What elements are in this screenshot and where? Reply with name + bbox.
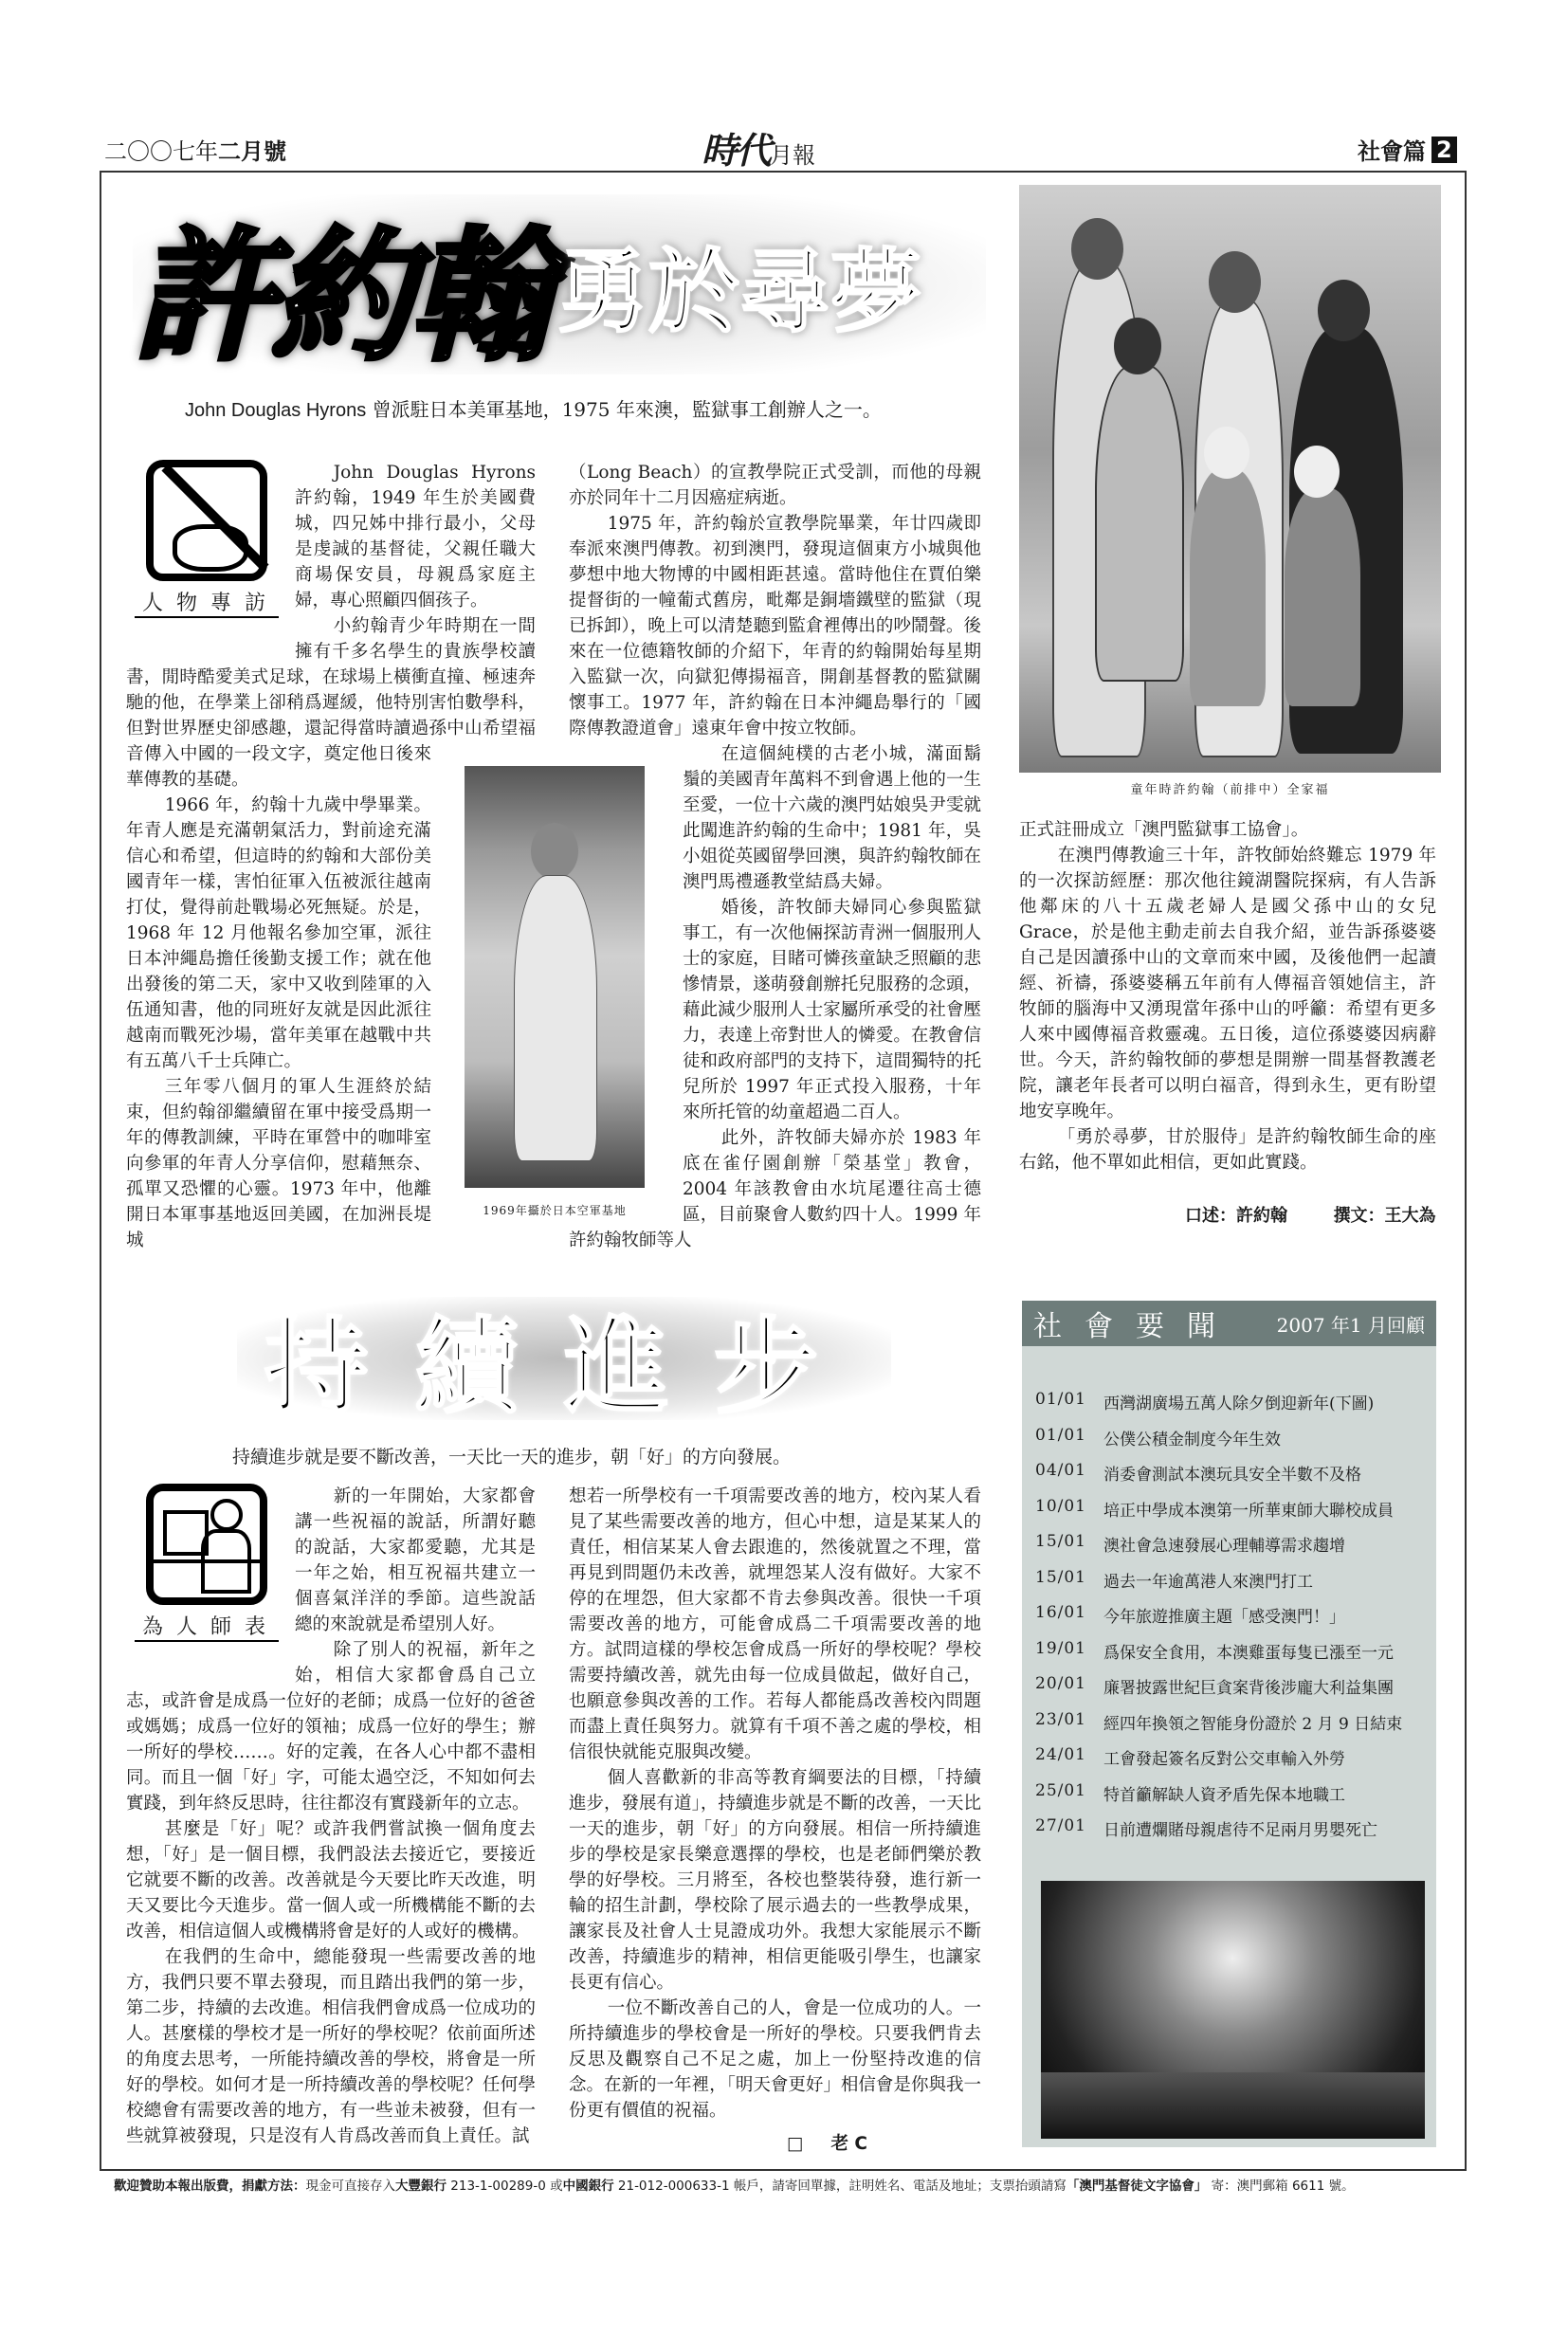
news-period: 2007 年1 月回顧 bbox=[1276, 1313, 1425, 1337]
paragraph: （Long Beach）的宣教學院正式受訓，而他的母親亦於同年十二月因癌症病逝。 bbox=[569, 463, 981, 508]
news-title: 社會要聞 bbox=[1033, 1310, 1238, 1343]
news-date: 15/01 bbox=[1035, 1532, 1086, 1551]
article2-subtitle: 持續進步就是要不斷改善，一天比一天的進步，朝「好」的方向發展。 bbox=[232, 1447, 792, 1468]
news-item bbox=[1035, 1390, 1402, 1426]
article1-title bbox=[133, 194, 986, 380]
news-date: 01/01 bbox=[1035, 1390, 1086, 1409]
new-year-countdown-photo bbox=[1041, 1881, 1425, 2139]
paragraph: 在澳門傳教逾三十年，許牧師始終難忘 1979 年的一次探訪經歷：那次他往鏡湖醫院探病，有人告訴他鄰床的八十五歲老婦人是國父孫中山的女兒 Grace，於是他主動走前去自我介紹，並告訴孫婆婆自己是因讀孫中山的文章而來中國，及後他們一起讀經、祈禱，孫婆婆稱五年前有人傳福音領她信主，許牧師的腦海中又湧現當年孫中山的呼籲：希望有更多人來中國傳福音救靈魂。五日後，這位孫婆婆因病辭世。今天，許約翰牧師的夢想是開辦一間基督教護老院，讓老年長者可以明白福音，得到永生，更有盼望地安享晚年。 bbox=[1019, 846, 1436, 1121]
paragraph: 一位不斷改善自己的人，會是一位成功的人。一所持續進步的學校會是一所好的學校。只要我們肯去反思及觀察自己不足之處，加上一份堅持改進的信念。在新的一年裡，「明天會更好」相信會是你與我一份更有價值的祝福。 bbox=[569, 1998, 981, 2121]
paragraph: 此外，許牧師夫婦亦於 1983 年底在雀仔園創辦「榮基堂」教會，2004 年該教會由水坑尾遷往高士德區，目前聚會人數約四十人。1999 年許約翰牧師等人 bbox=[569, 1128, 981, 1250]
article2-column-2 bbox=[569, 1484, 981, 2157]
article1-subtitle bbox=[185, 394, 882, 422]
paragraph: 除了別人的祝福，新年之始，相信大家都會爲自己立志，或許會是成爲一位好的老師；成爲一位好的爸爸或媽媽；成爲一位好的領袖；成爲一位好的學生；辦一所好的學校……。好的定義，在各人心中都不盡相同。而且一個「好」字，可能太過空泛，不知如何去實踐，到年終反思時，往往都沒有實踐新年的立志。 bbox=[126, 1640, 536, 1814]
news-headline: 經四年換領之智能身份證於 2 月 9 日結束 bbox=[1103, 1714, 1403, 1734]
news-headline: 今年旅遊推廣主題「感受澳門！」 bbox=[1103, 1608, 1345, 1627]
article1-column-1 bbox=[126, 460, 536, 1253]
paragraph: 「勇於尋夢，甘於服侍」是許約翰牧師生命的座右銘，他不單如此相信，更如此實踐。 bbox=[1019, 1127, 1436, 1173]
paragraph: 甚麼是「好」呢？或許我們嘗試換一個角度去想，「好」是一個目標，我們設法去接近它，要接近它就要不斷的改善。改善就是今天要比昨天改進，明天又要比今天進步。當一個人或一所機構能不斷的去改善，相信這個人或機構將會是好的人或好的機構。 bbox=[126, 1819, 536, 1942]
signature bbox=[569, 2131, 981, 2157]
news-item bbox=[1035, 1461, 1402, 1497]
news-item bbox=[1035, 1639, 1402, 1675]
article2-column-1 bbox=[126, 1484, 536, 2149]
news-headline: 消委會測試本澳玩具安全半數不及格 bbox=[1103, 1466, 1361, 1485]
subtitle-name: John Douglas Hyrons bbox=[185, 400, 367, 421]
news-date: 19/01 bbox=[1035, 1638, 1086, 1658]
article1-title-block: 勇於尋夢 bbox=[557, 237, 922, 345]
news-headline: 廉署披露世紀巨貪案背後涉龐大利益集團 bbox=[1103, 1679, 1394, 1698]
news-date: 01/01 bbox=[1035, 1425, 1086, 1445]
news-item bbox=[1035, 1426, 1402, 1462]
news-headline: 公僕公積金制度今年生效 bbox=[1103, 1430, 1281, 1449]
family-photo bbox=[1019, 185, 1441, 773]
signature-box-icon: □ bbox=[787, 2134, 804, 2154]
news-list bbox=[1022, 1390, 1402, 1852]
footer-payee: 「澳門基督徒文字協會」 bbox=[1066, 2179, 1208, 2194]
footer-text: 現金可直接存入 bbox=[305, 2179, 395, 2194]
news-headline: 西灣湖廣場五萬人除夕倒迎新年(下圖) bbox=[1103, 1395, 1375, 1413]
paragraph: 婚後，許牧師夫婦同心參與監獄事工，有一次他倆探訪青洲一個服刑人士的家庭，目睹可憐孩童缺乏照顧的悲慘情景，遂萌發創辦托兒服務的念頭，藉此減少服刑人士家屬所承受的社會壓力，表達上帝對世人的憐愛。在教會信徒和政府部門的支持下，這間獨特的托兒所於 1997 年正式投入服務，十年來所托管的幼童超過二百人。 bbox=[683, 898, 981, 1122]
news-headline: 過去一年逾萬港人來澳門打工 bbox=[1103, 1572, 1313, 1592]
news-item bbox=[1035, 1674, 1402, 1710]
news-date: 15/01 bbox=[1035, 1567, 1086, 1587]
column-label: 為人師表 bbox=[135, 1614, 279, 1642]
byline bbox=[1185, 1202, 1436, 1227]
family-photo-caption: 童年時許約翰（前排中）全家福 bbox=[1130, 783, 1330, 797]
paragraph: 1975 年，許約翰於宣教學院畢業，年廿四歲即奉派來澳門傳教。初到澳門，發現這個東方小城與他夢想中地大物博的中國相距甚遠。當時他住在賈伯樂提督街的一幢葡式舊房，毗鄰是銅墻鐵壁的監獄（現已拆卸），晚上可以清楚聽到監倉裡傳出的吵鬧聲。後來在一位德籍牧師的介紹下，年青的約翰開始每星期入監獄一次，向獄犯傳揚福音，開創基督教的監獄關懷事工。1977 年，許約翰在日本沖繩島舉行的「國際傳教證道會」遠東年會中按立牧師。 bbox=[569, 514, 981, 738]
footer-account1: 213-1-00289-0 或 bbox=[447, 2179, 563, 2194]
news-item bbox=[1035, 1781, 1402, 1817]
news-headline: 特首籲解缺人資矛盾先保本地職工 bbox=[1103, 1785, 1345, 1805]
paragraph: 個人喜歡新的非高等教育綱要法的目標，「持續進步，發展有道」，持續進步就是不斷的改善，一天比一天的進步，朝「好」的方向發展。相信一所持續進步的學校是家長樂意選擇的學校，也是老師們樂於教學的好學校。三月將至，各校也整裝待發，進行新一輪的招生計劃，學校除了展示過去的一些教學成果，讓家長及社會人士見證成功外。我想大家能展示不斷改善，持續進步的精神，相信更能吸引學生，也讓家長更有信心。 bbox=[569, 1768, 981, 1993]
article2-title bbox=[237, 1297, 891, 1428]
news-item bbox=[1035, 1568, 1402, 1604]
news-date: 16/01 bbox=[1035, 1603, 1086, 1622]
news-headline: 澳社會急速發展心理輔導需求趨增 bbox=[1103, 1537, 1345, 1556]
issue-year: 二〇〇七年 bbox=[104, 138, 218, 165]
column-badge-interview bbox=[126, 460, 287, 642]
column-label: 人物專訪 bbox=[135, 591, 279, 618]
news-item bbox=[1035, 1745, 1402, 1781]
paragraph: 在這個純樸的古老小城，滿面鬍鬚的美國青年萬料不到會遇上他的一生至愛，一位十六歲的澳門姑娘吳尹雯就此闖進許約翰的生命中；1981 年，吳小姐從英國留學回澳，與許約翰牧師在澳門馬禮遜教堂結爲夫婦。 bbox=[683, 744, 981, 892]
news-headline: 日前遭爛賭母親虐待不足兩月男嬰死亡 bbox=[1103, 1821, 1377, 1840]
footer-donation-note bbox=[114, 2175, 1355, 2194]
masthead bbox=[702, 121, 815, 173]
news-headline: 爲保安全食用，本澳雞蛋每隻已漲至一元 bbox=[1103, 1643, 1394, 1663]
article1-column-3 bbox=[1019, 817, 1436, 1176]
byline-writer: 撰文：王大為 bbox=[1333, 1206, 1436, 1226]
footer-lead: 歡迎贊助本報出版費，捐獻方法： bbox=[114, 2179, 306, 2194]
news-headline: 培正中學成本澳第一所華東師大聯校成員 bbox=[1103, 1501, 1394, 1521]
footer-account2: 21-012-000633-1 帳戶，請寄回單據，註明姓名、電話及地址；支票抬頭請寫 bbox=[613, 2179, 1067, 2194]
article1-title-calligraphy: 許約翰 bbox=[133, 213, 549, 380]
news-date: 23/01 bbox=[1035, 1709, 1086, 1729]
section-name: 社會篇 bbox=[1358, 138, 1426, 165]
paragraph: 正式註冊成立「澳門監獄事工協會」。 bbox=[1019, 820, 1309, 840]
paragraph: 三年零八個月的軍人生涯終於結束，但約翰卻繼續留在軍中接受爲期一年的傳教訓練，平時在軍營中的咖啡室向參軍的年青人分享信仰，慰藉無奈、孤單又恐懼的心靈。1973 年中，他離開日本軍事基地返回美國，在加洲長堤城 bbox=[126, 1077, 431, 1250]
masthead-suffix: 月報 bbox=[770, 142, 816, 169]
news-item bbox=[1035, 1603, 1402, 1639]
news-date: 04/01 bbox=[1035, 1461, 1086, 1480]
page-number: 2 bbox=[1431, 137, 1457, 163]
news-date: 27/01 bbox=[1035, 1816, 1086, 1835]
article1-column-2 bbox=[569, 460, 981, 1253]
masthead-logo: 時代 bbox=[702, 129, 771, 172]
byline-narrator: 口述：許約翰 bbox=[1185, 1206, 1287, 1226]
news-item bbox=[1035, 1497, 1402, 1533]
news-headline: 工會發起簽名反對公交車輸入外勞 bbox=[1103, 1750, 1345, 1769]
subtitle-text: 曾派駐日本美軍基地，1975 年來澳，監獄事工創辦人之一。 bbox=[372, 398, 882, 421]
news-date: 20/01 bbox=[1035, 1674, 1086, 1693]
teacher-at-computer-icon bbox=[146, 1484, 267, 1605]
news-date: 10/01 bbox=[1035, 1496, 1086, 1516]
news-item bbox=[1035, 1532, 1402, 1568]
news-date: 25/01 bbox=[1035, 1780, 1086, 1800]
soldier-photo-caption: 1969年攝於日本空軍基地 bbox=[483, 1204, 627, 1217]
column-badge-teacher bbox=[126, 1484, 287, 1666]
news-digest-box bbox=[1022, 1301, 1436, 2147]
signature-author: 老 C bbox=[830, 2134, 867, 2154]
paragraph: 小約翰青少年時期在一間擁有千多名學生的貴族學校讀書，閒時酷愛美式足球，在球場上橫衝直撞、極速奔馳的他，在學業上卻稍爲遲緩，他特別害怕數學科，但對世界歷史卻感趣，還記得當時讀過孫中山希望福音傳入中國的一段文字，奠定他日後來華傳教的基礎。 bbox=[126, 616, 536, 790]
section-label bbox=[1358, 133, 1457, 166]
pen-hand-icon bbox=[146, 460, 267, 581]
news-item bbox=[1035, 1816, 1402, 1852]
news-header bbox=[1022, 1301, 1436, 1346]
footer-bank2: 中國銀行 bbox=[562, 2179, 614, 2194]
issue-date bbox=[104, 133, 286, 166]
article2-title-text: 持續進步 bbox=[264, 1305, 864, 1428]
paragraph: John Douglas Hyrons 許約翰，1949 年生於美國費城，四兄姊中排行最小，父母是虔誠的基督徒，父親任職大商場保安員，母親爲家庭主婦，專心照顧四個孩子。 bbox=[295, 463, 536, 611]
news-item bbox=[1035, 1710, 1402, 1746]
footer-bank1: 大豐銀行 bbox=[395, 2179, 447, 2194]
paragraph: 新的一年開始，大家都會講一些祝福的說話，所謂好聽的說話，大家都愛聽，尤其是一年之始，相互祝福共建立一個喜氣洋洋的季節。這些說話總的來說就是希望別人好。 bbox=[295, 1486, 536, 1634]
news-date: 24/01 bbox=[1035, 1745, 1086, 1764]
footer-address: 寄：澳門郵箱 6611 號。 bbox=[1207, 2179, 1355, 2194]
issue-month: 二月號 bbox=[218, 138, 286, 165]
paragraph: 在我們的生命中，總能發現一些需要改善的地方，我們只要不單去發現，而且踏出我們的第一步，第二步，持續的去改進。相信我們會成爲一位成功的人。甚麼樣的學校才是一所好的學校呢？依前面所述的角度去思考，一所能持續改善的學校，將會是一所好的學校。如何才是一所持續改善的學校呢？任何學校總會有需要改善的地方，有一些並未被發，但有一些就算被發現，只是沒有人肯爲改善而負上責任。試 bbox=[126, 1947, 536, 2146]
paragraph: 想若一所學校有一千項需要改善的地方，校內某人看見了某些需要改善的地方，但心中想，這是某某人的責任，相信某某人會去跟進的，然後就置之不理，當再見到問題仍未改善，就埋怨某人沒有做好。大家不停的在埋怨，但大家都不肯去參與改善。很快一千項需要改善的地方，可能會成爲二千項需要改善的地方。試問這樣的學校怎會成爲一所好的學校呢？學校需要持續改善，就先由每一位成員做起，做好自己，也願意參與改善的工作。若每人都能爲改善校內問題而盡上責任與努力。就算有千項不善之處的學校，相信很快就能克服與改變。 bbox=[569, 1486, 981, 1762]
paragraph: 1966 年，約翰十九歲中學畢業。年青人應是充滿朝氣活力，對前途充滿信心和希望，但這時的約翰和大部份美國青年一樣，害怕征軍入伍被派往越南打仗，覺得前赴戰場必死無疑。於是，1968 年 12 月他報名參加空軍，派往日本沖繩島擔任後勤支援工作；就在他出發後的第二天，家中又收到陸軍的入伍通知書，他的同班好友就是因此派往越南而戰死沙場，當年美軍在越戰中共有五萬八千士兵陣亡。 bbox=[126, 795, 431, 1071]
